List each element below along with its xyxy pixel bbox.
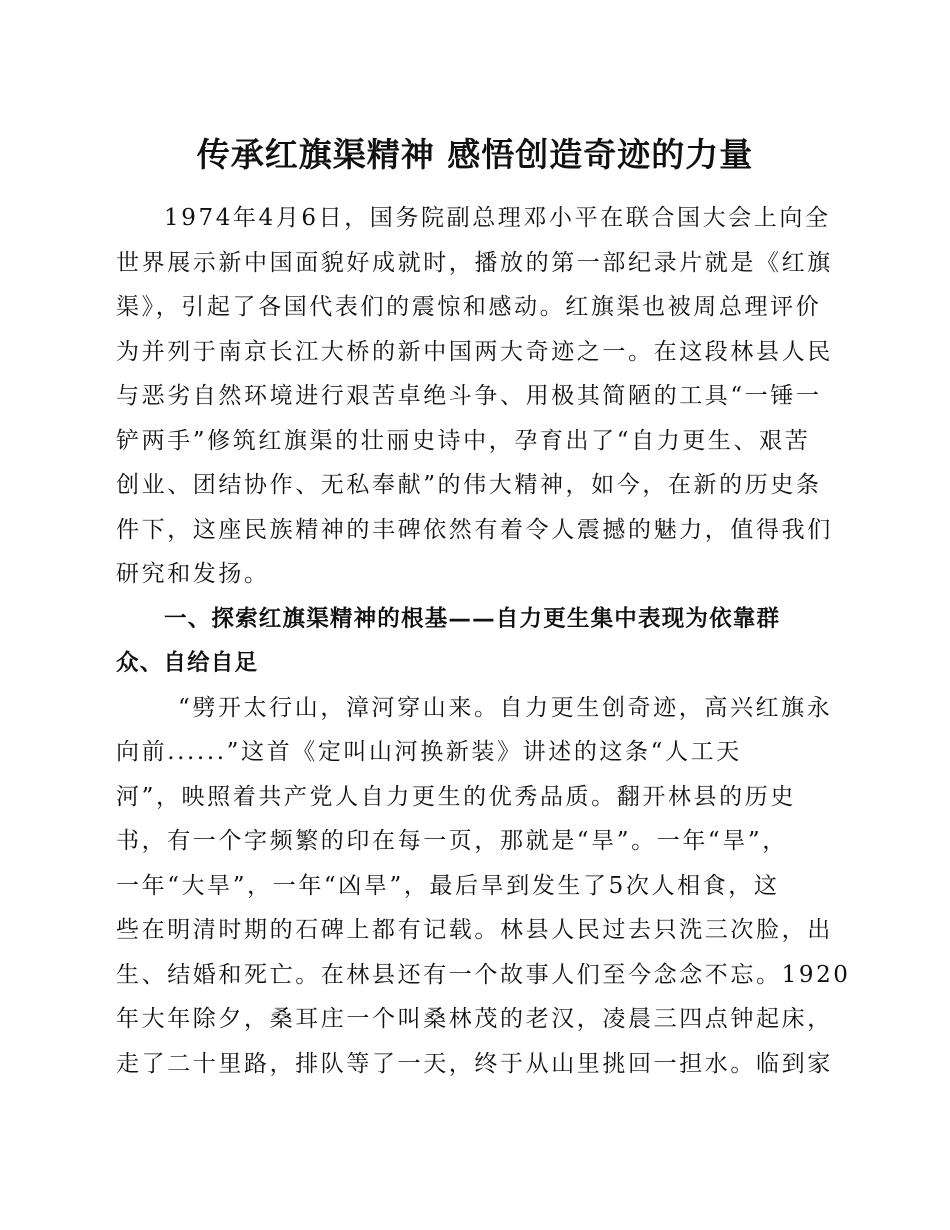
paragraph-2-line: 一年“大旱”，一年“凶旱”，最后旱到发生了5次人相食，这 [116, 872, 780, 899]
document-body [116, 196, 851, 1086]
paragraph-2-line: 书，有一个字频繁的印在每一页，那就是“旱”。一年“旱”， [116, 828, 788, 854]
paragraph-1-line: 渠》，引起了各国代表们的震惊和感动。红旗渠也被周总理评价 [116, 294, 822, 320]
paragraph-1-line: 为并列于南京长江大桥的新中国两大奇迹之一。在这段林县人民 [116, 338, 833, 365]
paragraph-1-line: 创业、团结协作、无私奉献”的伟大精神，如今，在新的历史条 [116, 472, 822, 498]
paragraph-1-line: 铲两手”修筑红旗渠的壮丽史诗中，孕育出了“自力更生、艰苦 [116, 427, 811, 454]
paragraph-2-line: 走了二十里路，排队等了一天，终于从山里挑回一担水。临到家 [116, 1050, 833, 1077]
paragraph-2-line: 生、结婚和死亡。在林县还有一个故事人们至今念念不忘。1920 [116, 961, 851, 988]
document-title: 传承红旗渠精神 感悟创造奇迹的力量 [196, 135, 754, 174]
paragraph-2-line: 年大年除夕，桑耳庄一个叫桑林茂的老汉，凌晨三四点钟起床， [116, 1006, 833, 1032]
paragraph-1-line: 件下，这座民族精神的丰碑依然有着令人震撼的魅力，值得我们 [116, 516, 833, 543]
paragraph-2-line: “劈开太行山，漳河穿山来。自力更生创奇迹，高兴红旗永 [178, 694, 833, 721]
paragraph-2-line: 向前......”这首《定叫山河换新装》讲述的这条“人工天 [116, 739, 742, 765]
paragraph-2-line: 河”，映照着共产党人自力更生的优秀品质。翻开林县的历史 [116, 783, 796, 810]
paragraph-2-line: 些在明清时期的石碑上都有记载。林县人民过去只洗三次脸，出 [116, 917, 833, 943]
paragraph-1-line: 1974年4月6日，国务院副总理邓小平在联合国大会上向全 [164, 205, 831, 231]
paragraph-1-line: 与恶劣自然环境进行艰苦卓绝斗争、用极其简陋的工具“一锤一 [116, 383, 822, 409]
section-heading-line: 一、探索红旗渠精神的根基——自力更生集中表现为依靠群 [164, 605, 781, 632]
section-heading-line: 众、自给自足 [116, 650, 259, 676]
paragraph-1-line: 世界展示新中国面貌好成就时，播放的第一部纪录片就是《红旗 [116, 249, 833, 276]
paragraph-1-line: 研究和发扬。 [116, 561, 270, 587]
